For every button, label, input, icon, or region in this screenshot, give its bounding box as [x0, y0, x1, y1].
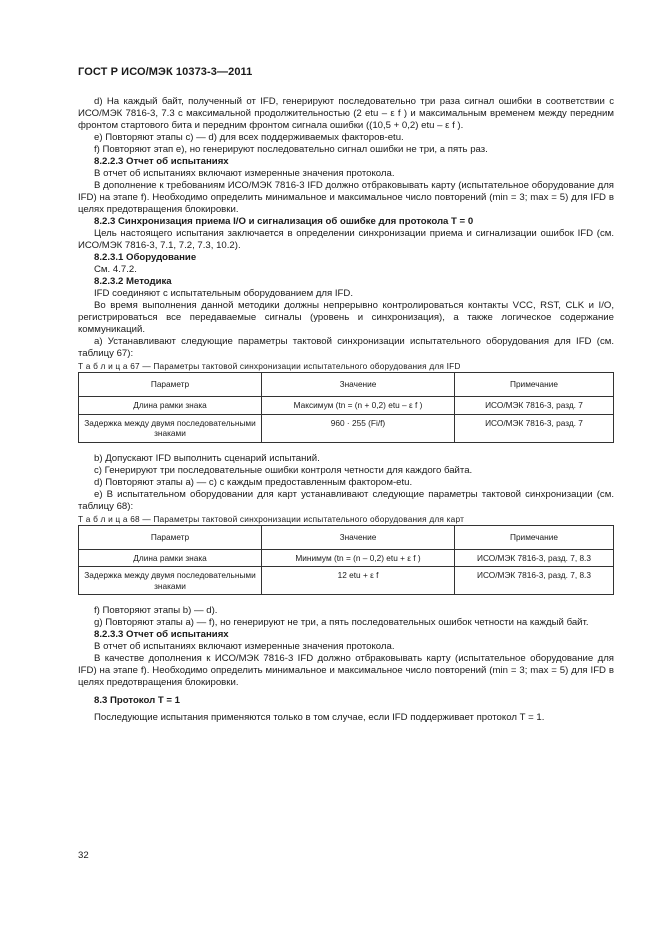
column-header: Значение	[262, 525, 455, 549]
paragraph: В качестве дополнения к ИСО/МЭК 7816-3 IFD должно отбраковывать карту (испытательное оборудование для IFD) на этапе f). Необходимо определить минимальное и максимальное число повторений (min = 3; max = 5) для IFD в целях предотвращения блокировки.	[78, 653, 614, 688]
paragraph: a) Устанавливают следующие параметры тактовой синхронизации испытательного оборудования для IFD (см. таблицу 67):	[78, 336, 614, 359]
column-header: Значение	[262, 373, 455, 397]
column-header: Параметр	[79, 525, 262, 549]
paragraph: b) Допускают IFD выполнить сценарий испытаний.	[94, 452, 320, 464]
section-heading: 8.2.2.3 Отчет об испытаниях	[94, 156, 229, 167]
table-cell: Минимум (tn = (n – 0,2) etu + ε f )	[262, 549, 455, 567]
section-heading: 8.2.3.1 Оборудование	[94, 252, 197, 263]
column-header: Примечание	[455, 373, 614, 397]
document-body	[78, 96, 614, 724]
table-header-row	[79, 525, 614, 549]
paragraph: См. 4.7.2.	[94, 264, 137, 275]
section-heading: 8.2.3.3 Отчет об испытаниях	[94, 629, 229, 640]
table-cell: 12 etu + ε f	[262, 567, 455, 595]
paragraph: e) В испытательном оборудовании для карт устанавливают следующие параметры тактовой синхронизации (см. таблицу 68):	[78, 488, 614, 512]
table-cell: ИСО/МЭК 7816-3, разд. 7, 8.3	[455, 567, 614, 595]
table-caption: Т а б л и ц а 68 — Параметры тактовой синхронизации испытательного оборудования для карт	[78, 513, 465, 524]
table-cell: ИСО/МЭК 7816-3, разд. 7, 8.3	[455, 549, 614, 567]
paragraph: c) Генерируют три последовательные ошибки контроля четности для каждого байта.	[94, 464, 473, 476]
table-cell: 960 · 255 (Fi/f)	[262, 414, 455, 442]
paragraph: Во время выполнения данной методики должны непрерывно контролироваться контакты VCC, RST, CLK и I/O, регистрироваться все передаваемые сигналы (уровень и синхронизация), а также логическое содержание коммуникаций.	[78, 300, 614, 335]
section-heading: 8.2.3 Синхронизация приема I/O и сигнализация об ошибке для протокола Т = 0	[94, 216, 474, 227]
page-number: 32	[78, 850, 89, 861]
table-cell: Задержка между двумя последовательными знаками	[79, 567, 262, 595]
table-header-row	[79, 373, 614, 397]
table-cell: ИСО/МЭК 7816-3, разд. 7	[455, 414, 614, 442]
paragraph: f) Повторяют этап e), но генерируют последовательно сигнал ошибки не три, а пять раз.	[94, 144, 488, 155]
paragraph: e) Повторяют этапы c) — d) для всех поддерживаемых факторов-etu.	[94, 132, 404, 143]
paragraph: d) На каждый байт, полученный от IFD, генерируют последовательно три раза сигнал ошибки в соответствии с ИСО/МЭК 7816-3, 7.3 с максимальной продолжительностью (2 etu – ε f ) и максимальным временем между передним фронтом стартового бита и передним фронтом сигнала ошибки ((10,5 + 0,2) etu – ε f ).	[78, 96, 614, 131]
table-67	[78, 372, 614, 443]
paragraph: d) Повторяют этапы a) — c) с каждым предоставленным фактором-etu.	[94, 476, 413, 488]
table-row	[79, 567, 614, 595]
column-header: Параметр	[79, 373, 262, 397]
table-row	[79, 549, 614, 567]
paragraph: g) Повторяют этапы a) — f), но генерируют не три, а пять последовательных ошибок четности на каждый байт.	[94, 617, 589, 628]
table-68	[78, 525, 614, 596]
paragraph: В дополнение к требованиям ИСО/МЭК 7816-3 IFD должно отбраковывать карту (испытательное оборудование для IFD) на этапе f). Необходимо определить минимальное и максимальное число повторений (min = 3; max = 5) для IFD в целях предотвращения блокировки.	[78, 180, 614, 215]
paragraph: В отчет об испытаниях включают измеренные значения протокола.	[94, 168, 395, 179]
table-cell: ИСО/МЭК 7816-3, разд. 7	[455, 397, 614, 415]
document-header: ГОСТ Р ИСО/МЭК 10373-3—2011	[78, 66, 253, 78]
table-row	[79, 414, 614, 442]
section-heading: 8.3 Протокол Т = 1	[94, 695, 180, 706]
table-cell: Задержка между двумя последовательными знаками	[79, 414, 262, 442]
table-cell: Длина рамки знака	[79, 397, 262, 415]
section-heading: 8.2.3.2 Методика	[94, 276, 172, 287]
paragraph: Последующие испытания применяются только в том случае, если IFD поддерживает протокол Т = 1.	[94, 712, 545, 723]
table-caption: Т а б л и ц а 67 — Параметры тактовой синхронизации испытательного оборудования для IFD	[78, 361, 461, 371]
paragraph: IFD соединяют с испытательным оборудованием для IFD.	[94, 288, 354, 299]
table-cell: Длина рамки знака	[79, 549, 262, 567]
paragraph: f) Повторяют этапы b) — d).	[94, 605, 218, 616]
paragraph: В отчет об испытаниях включают измеренные значения протокола.	[94, 641, 395, 652]
column-header: Примечание	[455, 525, 614, 549]
table-row	[79, 397, 614, 415]
table-cell: Максимум (tn = (n + 0,2) etu – ε f )	[262, 397, 455, 415]
paragraph: Цель настоящего испытания заключается в определении синхронизации приема и сигнализации ошибок IFD (см. ИСО/МЭК 7816-3, 7.1, 7.2, 7.3, 10.2).	[78, 228, 614, 251]
